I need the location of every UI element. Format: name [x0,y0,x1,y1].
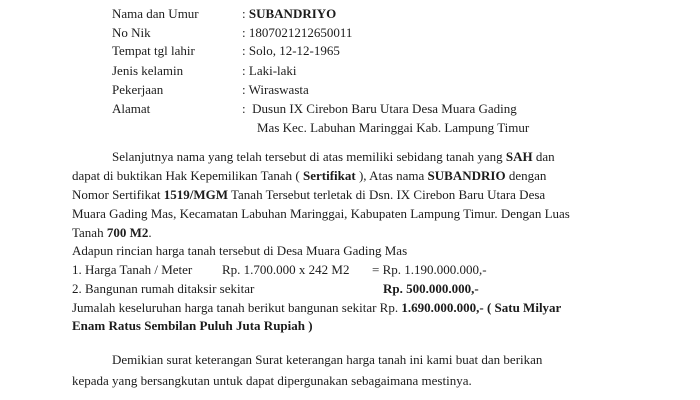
price-item2-label: 2. Bangunan rumah ditaksir sekitar [72,281,255,296]
name-value: SUBANDRIYO [248,6,337,21]
paragraph1-line4: Muara Gading Mas, Kecamatan Labuhan Maringgai, Kabupaten Lampung Timur. Dengan Luas [72,206,570,221]
price-intro: Adapun rincian harga tanah tersebut di Desa Muara Gading Mas [72,243,408,258]
name-label: Nama dan Umur [112,6,199,21]
job-label: Pekerjaan [112,82,164,97]
land-area: 700 M2 [106,225,149,240]
price-item1-calc: Rp. 1.700.000 x 242 M2 [222,262,350,277]
price-item1-label: 1. Harga Tanah / Meter [72,262,193,277]
address-label: Alamat [112,101,151,116]
certificate-number: 1519/MGM [163,187,228,202]
closing-line1: Demikian surat keterangan Surat keterangan harga tanah ini kami buat dan berikan [112,352,543,367]
birth-label: Tempat tgl lahir [112,43,195,58]
sah-text: SAH [505,149,533,164]
birth-value: Solo, 12-12-1965 [248,43,340,58]
address-line1: Dusun IX Cirebon Baru Utara Desa Muara Gading [252,101,517,116]
gender-value: Laki-laki [248,63,297,78]
total-amount: 1.690.000.000,- ( Satu Milyar [401,300,562,315]
nik-label: No Nik [112,25,151,40]
address-line2: Mas Kec. Labuhan Maringgai Kab. Lampung Timur [257,120,530,135]
certificate-text: Sertifikat [302,168,356,183]
job-value: Wiraswasta [248,82,309,97]
price-item2-value: Rp. 500.000.000,- [383,281,479,296]
gender-label: Jenis kelamin [112,63,184,78]
price-item1-result: = Rp. 1.190.000.000,- [372,262,487,277]
closing-line2: kepada yang bersangkutan untuk dapat dipergunakan sebagaimana mestinya. [72,373,472,388]
total-in-words: Enam Ratus Sembilan Puluh Juta Rupiah ) [72,318,313,333]
owner-name: SUBANDRIO [427,168,506,183]
document-page: Nama dan Umur : SUBANDRIYO No Nik : 1807021212650011 Tempat tgl lahir : Solo, 12-12-1965 Jenis kelamin : Laki-laki Pekerjaan : Wiraswasta Alamat : Dusun IX Cirebon Baru Utara Desa Muara Gading Mas Kec. Labuhan Maringgai Kab. Lampung Timur Selanjutnya nama yang telah tersebut di atas memiliki sebidang tanah yang SAH dan dapat di buktikan Hak Kepemilikan Tanah ( Sertifikat ), Atas nama SUBANDRIO dengan Nomor Sertifikat 1519/MGM Tanah Tersebut terletak di Dsn. IX Cirebon Baru Utara Desa Muara Gading Mas, Kecamatan Labuhan Maringgai, Kabupaten Lampung Timur. Dengan Luas Tanah 700 M2. Adapun rincian harga tanah tersebut di Desa Muara Gading Mas 1. Harga Tanah / Meter Rp. 1.700.000 x 242 M2 = Rp. 1.190.000.000,- 2. Bangunan rumah ditaksir sekitar Rp. 500.000.000,- Jumalah keseluruhan harga tanah berikut bangunan sekitar Rp. 1.690.000.000,- ( Satu Milyar Enam Ratus Sembilan Puluh Juta Rupiah ) Demikian surat keterangan Surat keterangan harga tanah ini kami buat dan berikan kepada yang bersangkutan untuk dapat dipergunakan sebagaimana mestinya. [72,6,570,388]
nik-value: 1807021212650011 [248,25,353,40]
